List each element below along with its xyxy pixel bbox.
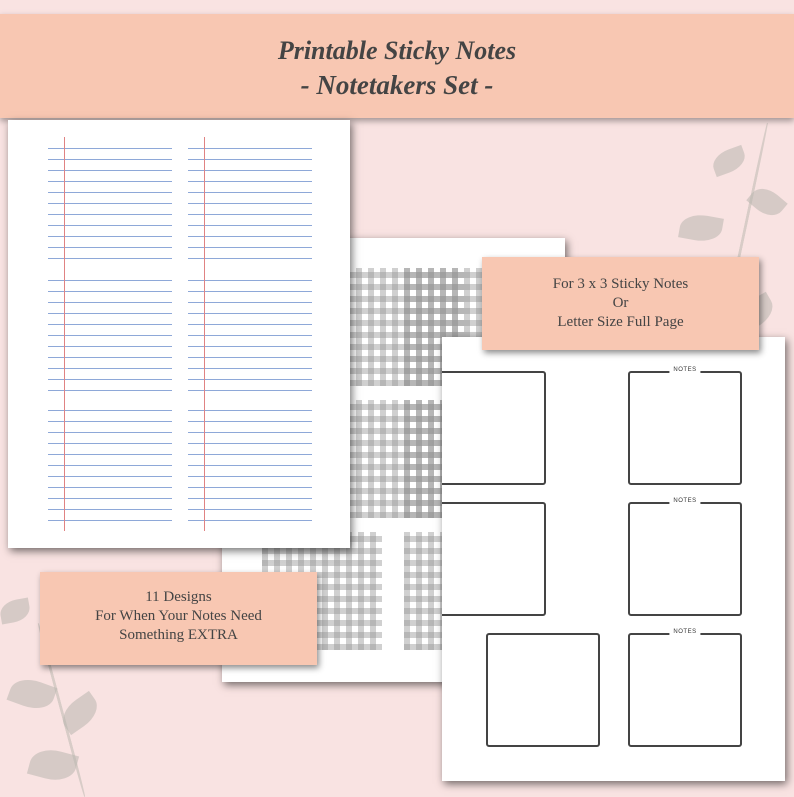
callout-line: 11 Designs: [145, 589, 212, 605]
lined-note: [48, 410, 172, 529]
title-banner: [0, 14, 794, 118]
lined-note: [188, 410, 312, 529]
callout-line: Or: [612, 295, 629, 311]
note-box: [486, 633, 600, 747]
note-label: NOTES: [669, 498, 700, 504]
lined-note: [48, 280, 172, 399]
lined-note: [188, 280, 312, 399]
note-box: [442, 502, 546, 616]
lined-note: [48, 148, 172, 267]
notes-box-sheet: [442, 337, 785, 781]
leaf-decoration: [7, 673, 58, 714]
designs-callout: [40, 572, 317, 665]
leaf-decoration: [0, 598, 32, 625]
leaf-decoration: [678, 212, 724, 245]
banner-title: Printable Sticky Notes: [277, 36, 517, 65]
callout-line: For When Your Notes Need: [95, 608, 262, 624]
size-callout: [482, 257, 759, 350]
leaf-decoration: [709, 145, 748, 177]
note-box: [628, 367, 742, 485]
callout-line: For 3 x 3 Sticky Notes: [552, 276, 689, 292]
banner-subtitle: - Notetakers Set -: [300, 70, 494, 100]
callout-line: Something EXTRA: [119, 627, 238, 643]
leaf-decoration: [56, 691, 104, 735]
note-box: [628, 498, 742, 616]
lined-note: [188, 148, 312, 267]
callout-line: Letter Size Full Page: [557, 314, 684, 330]
note-box: [628, 629, 742, 747]
note-label: NOTES: [669, 629, 700, 635]
note-box: [442, 371, 546, 485]
note-label: NOTES: [669, 367, 700, 373]
lined-sheet: [8, 120, 350, 548]
